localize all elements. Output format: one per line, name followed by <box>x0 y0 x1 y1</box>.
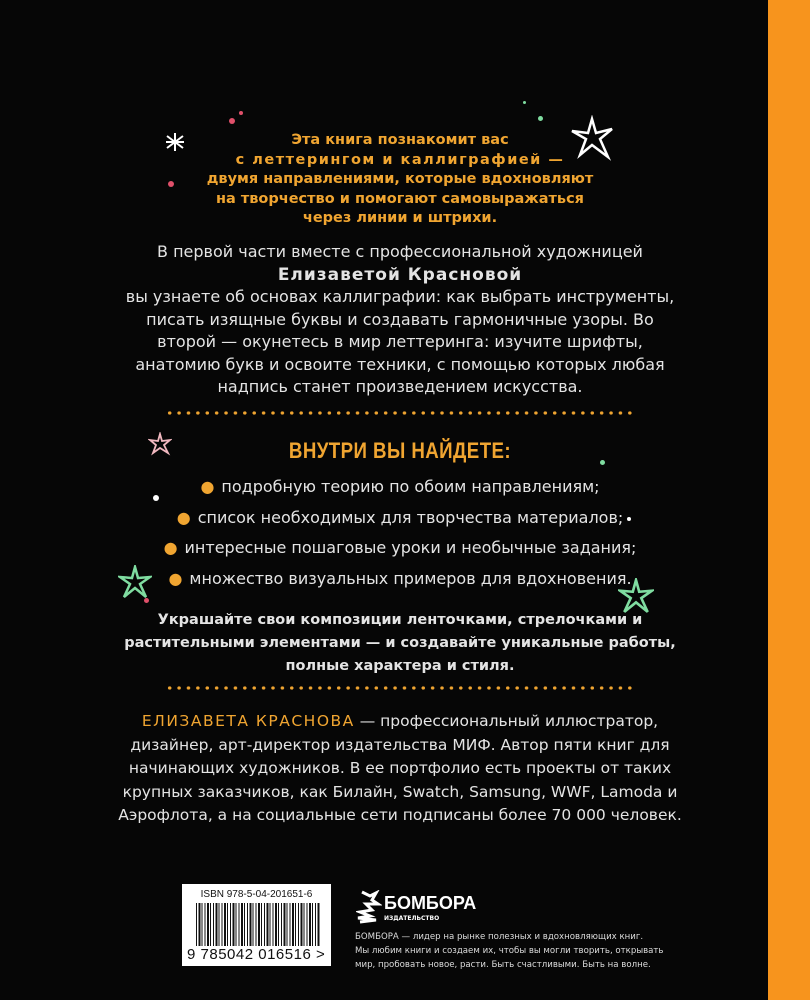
publisher-subtitle: ИЗДАТЕЛЬСТВО <box>384 915 440 922</box>
intro-text <box>100 131 700 229</box>
decor-dot <box>144 598 149 603</box>
text-line: В первой части вместе с профессиональной художницей <box>157 242 643 261</box>
text-line <box>100 710 700 734</box>
list-item-text: список необходимых для творчества материалов; <box>197 507 624 527</box>
features-list <box>100 472 700 594</box>
text-line: полные характера и стиля. <box>285 658 515 674</box>
text-line: начинающих художников. В ее портфолио есть проекты от таких <box>128 759 672 777</box>
list-item-text: подробную теорию по обоим направлениям; <box>221 477 600 496</box>
text-line: второй — окунетесь в мир леттеринга: изучите шрифты, <box>157 332 643 351</box>
text-line: дизайнер, арт-директор издательства МИФ. Автор пяти книг для <box>130 735 670 754</box>
publisher-description <box>355 930 664 972</box>
decor-dot <box>229 118 235 124</box>
text-line: надпись станет произведением искусства. <box>217 377 583 396</box>
list-item-text: множество визуальных примеров для вдохновения. <box>189 568 632 588</box>
text-line: Украшайте свои композиции ленточками, стрелочками и <box>157 612 643 628</box>
text-line: вы узнаете об основах каллиграфии: как выбрать инструменты, <box>125 287 675 306</box>
text-line: писать изящные буквы и создавать гармоничные узоры. Во <box>146 309 654 329</box>
barcode-bars <box>196 903 320 947</box>
list-item <box>100 503 700 534</box>
list-item-text: интересные пошаговые уроки и необычные задания; <box>184 538 637 557</box>
intro-line: через линии и штрихи. <box>302 210 498 226</box>
author-name: ЕЛИЗАВЕТА КРАСНОВА <box>141 712 355 730</box>
intro-line: Эта книга познакомит вас <box>291 132 509 148</box>
bio-text: — профессиональный иллюстратор, <box>354 712 659 730</box>
decor-dot <box>523 101 526 104</box>
list-item <box>100 564 700 595</box>
text-line: Аэрофлота, а на социальные сети подписаны более 70 000 человек. <box>118 806 682 824</box>
bullet-icon: ● <box>176 507 191 527</box>
text-line: Мы любим книги и создаем их, чтобы вы могли творить, открывать <box>355 946 664 956</box>
list-item <box>100 472 700 503</box>
description-paragraph <box>100 241 700 399</box>
text-line: анатомию букв и освоите техники, с помощью которых любая <box>135 354 665 374</box>
intro-line: на творчество и помогают самовыражаться <box>216 190 584 207</box>
author-name: Елизаветой Красновой <box>277 264 523 285</box>
publisher-logo <box>356 890 477 928</box>
publisher-name: БОМБОРА <box>384 893 477 913</box>
intro-line: с леттерингом и каллиграфией — <box>235 151 565 168</box>
intro-line: двумя направлениями, которые вдохновляют <box>206 171 594 187</box>
bullet-icon: ● <box>163 538 178 557</box>
decor-dot <box>239 111 243 115</box>
isbn-barcode <box>182 884 331 966</box>
isbn-label: ISBN 978-5-04-201651-6 <box>200 889 313 900</box>
list-item <box>100 533 700 564</box>
author-bio <box>100 710 700 828</box>
decor-dot <box>538 116 543 121</box>
text-line: БОМБОРА — лидер на рынке полезных и вдохновляющих книг. <box>355 932 644 942</box>
dotted-divider <box>165 411 635 415</box>
publisher-logo-icon <box>356 890 382 924</box>
spine-strip <box>768 0 810 1000</box>
bullet-icon: ● <box>200 477 215 496</box>
text-line: мир, пробовать новое, расти. Быть счастливыми. Быть на волне. <box>355 960 651 970</box>
section-heading: ВНУТРИ ВЫ НАЙДЕТЕ: <box>288 438 512 463</box>
dotted-divider <box>165 686 635 690</box>
bullet-icon: ● <box>168 568 183 588</box>
text-line: растительными элементами — и создавайте уникальные работы, <box>124 635 676 651</box>
barcode-number: 9 785042 016516 > <box>187 946 326 963</box>
text-line: крупных заказчиков, как Билайн, Swatch, Samsung, WWF, Lamoda и <box>122 782 678 801</box>
decor-paragraph <box>100 609 700 678</box>
